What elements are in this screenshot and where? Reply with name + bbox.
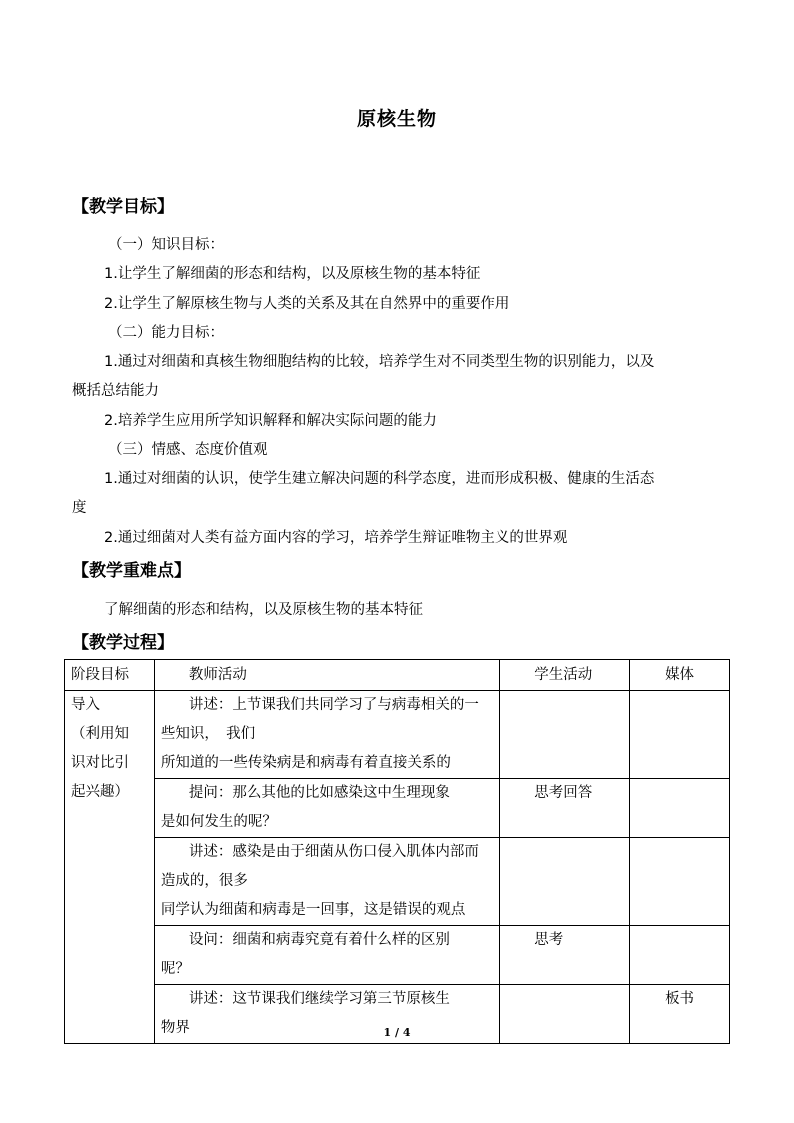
knowledge-item-2: 2.让学生了解原核生物与人类的关系及其在自然界中的重要作用 bbox=[104, 296, 510, 312]
table-row bbox=[65, 779, 730, 838]
student-activity-cell: 思考回答 bbox=[500, 779, 630, 838]
table-row bbox=[65, 691, 730, 779]
media-cell bbox=[630, 691, 730, 779]
student-activity-cell bbox=[500, 838, 630, 926]
student-activity-cell: 思考 bbox=[500, 926, 630, 985]
teacher-activity-cell bbox=[154, 838, 499, 926]
header-teacher: 教师活动 bbox=[154, 660, 499, 691]
table-row bbox=[65, 926, 730, 985]
ability-item-1-line2: 概括总结能力 bbox=[72, 383, 159, 399]
table-row bbox=[65, 838, 730, 926]
header-stage: 阶段目标 bbox=[65, 660, 155, 691]
section-heading-process: 【教学过程】 bbox=[72, 633, 174, 653]
ability-item-2: 2.培养学生应用所学知识解释和解决实际问题的能力 bbox=[104, 413, 437, 429]
header-student: 学生活动 bbox=[500, 660, 630, 691]
teacher-text-line: 讲述：上节课我们共同学习了与病毒相关的一些知识， 我们 bbox=[160, 697, 479, 742]
section-heading-keypoints: 【教学重难点】 bbox=[72, 561, 191, 581]
teacher-text-line: 提问：那么其他的比如感染这中生理现象 bbox=[188, 785, 450, 801]
emotion-item-2: 2.通过细菌对人类有益方面内容的学习，培养学生辩证唯物主义的世界观 bbox=[104, 530, 568, 546]
media-cell bbox=[630, 926, 730, 985]
page-title: 原核生物 bbox=[356, 108, 437, 130]
media-cell: 板书 bbox=[630, 985, 730, 1044]
teacher-text-line: 物界 bbox=[160, 1020, 190, 1036]
teacher-text-line: 同学认为细菌和病毒是一回事，这是错误的观点 bbox=[160, 902, 466, 918]
stage-line: 导入 bbox=[71, 697, 100, 713]
teacher-text-line: 是如何发生的呢？ bbox=[160, 814, 277, 830]
page-number: 1 / 4 bbox=[383, 1026, 411, 1039]
media-cell bbox=[630, 838, 730, 926]
knowledge-item-1: 1.让学生了解细菌的形态和结构，以及原核生物的基本特征 bbox=[104, 266, 481, 282]
media-cell bbox=[630, 779, 730, 838]
emotion-item-1-line2: 度 bbox=[72, 500, 87, 516]
teacher-activity-cell bbox=[154, 926, 499, 985]
teacher-text-line: 呢？ bbox=[160, 961, 190, 977]
teaching-process-table bbox=[64, 659, 730, 1044]
emotion-item-1-line1: 1.通过对细菌的认识，使学生建立解决问题的科学态度，进而形成积极、健康的生活态 bbox=[104, 471, 655, 487]
header-media: 媒体 bbox=[630, 660, 730, 691]
stage-line: 识对比引 bbox=[71, 755, 129, 771]
teacher-text-line: 所知道的一些传染病是和病毒有着直接关系的 bbox=[160, 755, 451, 771]
stage-cell bbox=[65, 691, 155, 1044]
emotion-heading: （三）情感、态度价值观 bbox=[108, 442, 268, 458]
teacher-activity-cell bbox=[154, 691, 499, 779]
teacher-activity-cell bbox=[154, 779, 499, 838]
section-heading-objectives: 【教学目标】 bbox=[72, 197, 174, 217]
teacher-text-line: 讲述：这节课我们继续学习第三节原核生 bbox=[188, 991, 450, 1007]
table-header-row bbox=[65, 660, 730, 691]
stage-line: 起兴趣） bbox=[71, 784, 129, 800]
teacher-text-line: 设问：细菌和病毒究竟有着什么样的区别 bbox=[188, 932, 450, 948]
stage-line: （利用知 bbox=[71, 726, 129, 742]
ability-item-1-line1: 1.通过对细菌和真核生物细胞结构的比较，培养学生对不同类型生物的识别能力，以及 bbox=[104, 354, 655, 370]
keypoints-text: 了解细菌的形态和结构，以及原核生物的基本特征 bbox=[104, 602, 423, 618]
ability-heading: （二）能力目标： bbox=[108, 325, 224, 341]
teacher-text-line: 讲述：感染是由于细菌从伤口侵入肌体内部而造成的，很多 bbox=[160, 844, 479, 889]
knowledge-heading: （一）知识目标： bbox=[108, 237, 224, 253]
student-activity-cell bbox=[500, 691, 630, 779]
